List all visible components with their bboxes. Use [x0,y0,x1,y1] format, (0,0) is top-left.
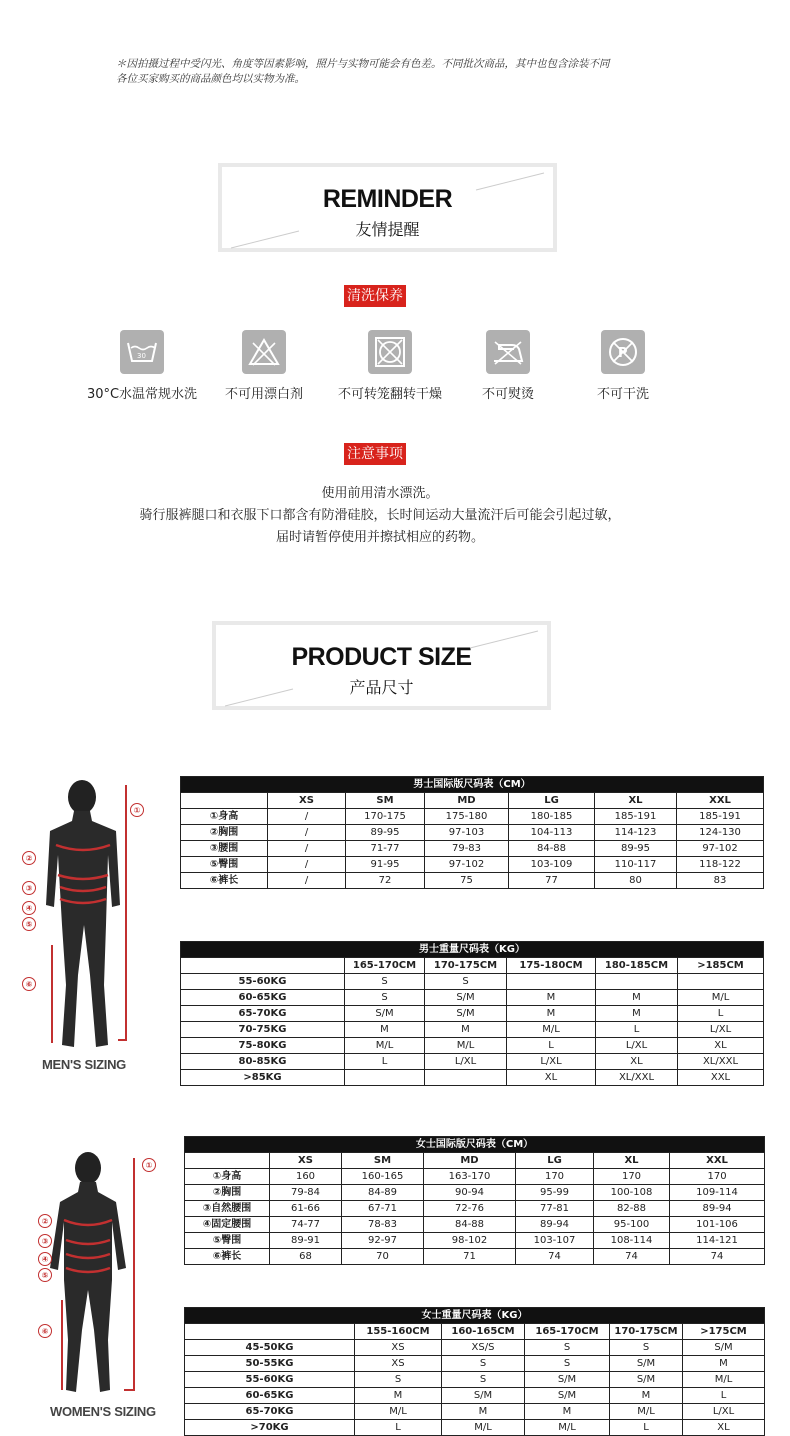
women-weight-cell: S [442,1356,525,1372]
women-weight-header-cell [185,1324,355,1340]
men-intl-cell: / [268,873,346,889]
men-weight-row-label: 70-75KG [181,1022,345,1038]
women-intl-cell: 74 [516,1249,594,1265]
men-intl-cell: 80 [595,873,677,889]
men-intl-title: 男士国际版尺码表（CM） [181,777,764,793]
w-marker-1: ① [142,1158,156,1172]
no-tumble-dry-icon [368,330,412,374]
women-weight-row [185,1420,765,1436]
women-intl-row-label: ①身高 [185,1169,270,1185]
men-weight-cell [425,1070,507,1086]
men-weight-row-label: 55-60KG [181,974,345,990]
women-intl-cell: 114-121 [670,1233,765,1249]
men-weight-cell: L/XL [507,1054,596,1070]
marker-3: ③ [22,881,36,895]
men-intl-cell: 77 [509,873,595,889]
men-intl-header-row [181,793,764,809]
men-weight-header-cell: 170-175CM [425,958,507,974]
women-intl-row [185,1217,765,1233]
women-weight-title-row [185,1308,765,1324]
care-label-iron: 不可熨烫 [481,387,534,402]
reminder-subtitle: 友情提醒 [355,220,420,239]
women-intl-cell: 90-94 [424,1185,516,1201]
men-intl-cell: 97-102 [425,857,509,873]
women-intl-cell: 109-114 [670,1185,765,1201]
women-weight-row-label: 60-65KG [185,1388,355,1404]
women-weight-cell: M/L [442,1420,525,1436]
women-intl-cell: 95-100 [594,1217,670,1233]
care-item-iron [448,330,568,402]
no-dry-clean-icon [601,330,645,374]
women-intl-cell: 72-76 [424,1201,516,1217]
women-intl-header-row [185,1153,765,1169]
women-weight-cell: XS/S [442,1340,525,1356]
men-intl-row-label: ⑤臀围 [181,857,268,873]
men-intl-cell: 97-102 [677,841,764,857]
men-intl-cell: 114-123 [595,825,677,841]
women-weight-cell: M [442,1404,525,1420]
women-intl-row-label: ⑤臀围 [185,1233,270,1249]
men-weight-cell: XL [596,1054,678,1070]
men-weight-cell: XL [678,1038,764,1054]
women-intl-cell: 160-165 [342,1169,424,1185]
men-weight-header-row [181,958,764,974]
men-intl-header-cell: MD [425,793,509,809]
women-intl-row [185,1185,765,1201]
men-intl-header-cell: SM [346,793,425,809]
women-sizing-label: WOMEN'S SIZING [50,1404,156,1419]
men-weight-cell: S [345,990,425,1006]
product-size-title-box [212,621,551,710]
men-intl-cell: 103-109 [509,857,595,873]
notice-text [0,483,760,549]
men-intl-cell: 72 [346,873,425,889]
men-intl-header-cell: XXL [677,793,764,809]
women-weight-row [185,1404,765,1420]
women-intl-row-label: ②胸围 [185,1185,270,1201]
women-weight-cell: M [525,1404,610,1420]
product-size-title: PRODUCT SIZE [291,643,472,671]
women-weight-header-cell: 165-170CM [525,1324,610,1340]
care-tag: 清洗保养 [344,285,406,307]
men-weight-row [181,990,764,1006]
marker-6: ⑥ [22,977,36,991]
no-bleach-icon [242,330,286,374]
men-weight-cell: XL/XXL [678,1054,764,1070]
women-intl-row-label: ⑥裤长 [185,1249,270,1265]
men-intl-cell: 89-95 [595,841,677,857]
men-intl-row [181,857,764,873]
women-intl-cell: 108-114 [594,1233,670,1249]
women-weight-cell: L [355,1420,442,1436]
men-weight-cell: M/L [345,1038,425,1054]
w-marker-2: ② [38,1214,52,1228]
marker-4: ④ [22,901,36,915]
men-intl-header-cell: XS [268,793,346,809]
men-intl-cell: 170-175 [346,809,425,825]
men-intl-header-cell: LG [509,793,595,809]
women-weight-cell: S [355,1372,442,1388]
women-weight-cell: M/L [525,1420,610,1436]
men-intl-cell: / [268,841,346,857]
women-intl-row [185,1233,765,1249]
women-weight-cell: XL [683,1420,765,1436]
men-weight-cell [345,1070,425,1086]
men-weight-row-label: >85KG [181,1070,345,1086]
men-weight-header-cell: 175-180CM [507,958,596,974]
men-intl-cell: 175-180 [425,809,509,825]
women-intl-cell: 61-66 [270,1201,342,1217]
women-weight-cell: S/M [683,1340,765,1356]
w-marker-3: ③ [38,1234,52,1248]
women-weight-cell: XS [355,1340,442,1356]
men-intl-title-row [181,777,764,793]
men-weight-cell: S/M [425,990,507,1006]
women-intl-table [184,1136,765,1265]
men-weight-cell: S/M [345,1006,425,1022]
women-intl-cell: 79-84 [270,1185,342,1201]
women-intl-row [185,1169,765,1185]
men-weight-cell: M [507,1006,596,1022]
men-weight-header-cell: >185CM [678,958,764,974]
men-intl-cell: / [268,825,346,841]
women-intl-cell: 163-170 [424,1169,516,1185]
men-intl-cell: 97-103 [425,825,509,841]
men-intl-cell: 185-191 [677,809,764,825]
women-weight-cell: S/M [610,1356,683,1372]
men-intl-row [181,873,764,889]
marker-2: ② [22,851,36,865]
marker-5: ⑤ [22,917,36,931]
women-weight-row-label: >70KG [185,1420,355,1436]
w-marker-6: ⑥ [38,1324,52,1338]
men-intl-cell: 83 [677,873,764,889]
women-intl-header-cell: XS [270,1153,342,1169]
men-weight-cell: M/L [425,1038,507,1054]
men-weight-cell: L/XL [596,1038,678,1054]
women-weight-header-cell: 155-160CM [355,1324,442,1340]
women-weight-title: 女士重量尺码表（KG） [185,1308,765,1324]
women-intl-cell: 77-81 [516,1201,594,1217]
women-weight-cell: S [610,1340,683,1356]
women-weight-cell: L/XL [683,1404,765,1420]
women-weight-cell: M/L [610,1404,683,1420]
disclaimer-note [116,57,610,87]
women-weight-cell: S [525,1340,610,1356]
women-intl-cell: 71 [424,1249,516,1265]
men-intl-cell: 110-117 [595,857,677,873]
care-item-wash [82,330,202,402]
men-weight-cell: S [345,974,425,990]
care-item-bleach [204,330,324,402]
women-intl-header-cell: XL [594,1153,670,1169]
men-intl-header-cell: XL [595,793,677,809]
men-figure [20,775,170,1075]
women-weight-cell: S [525,1356,610,1372]
women-weight-row [185,1340,765,1356]
women-intl-cell: 78-83 [342,1217,424,1233]
men-intl-row-label: ⑥裤长 [181,873,268,889]
care-label-dryclean: 不可干洗 [596,387,649,402]
men-weight-row [181,1054,764,1070]
men-weight-row-label: 65-70KG [181,1006,345,1022]
men-weight-cell [596,974,678,990]
men-intl-cell: 185-191 [595,809,677,825]
women-intl-header-cell: XXL [670,1153,765,1169]
men-intl-cell: 71-77 [346,841,425,857]
women-intl-header-cell: LG [516,1153,594,1169]
men-weight-row-label: 60-65KG [181,990,345,1006]
women-weight-cell: M/L [683,1372,765,1388]
women-weight-row [185,1388,765,1404]
men-intl-cell: 118-122 [677,857,764,873]
men-weight-cell: M/L [678,990,764,1006]
men-weight-cell: M [507,990,596,1006]
men-weight-cell: L [678,1006,764,1022]
women-intl-row-label: ④固定腰围 [185,1217,270,1233]
women-weight-cell: S/M [610,1372,683,1388]
men-intl-cell: / [268,809,346,825]
women-intl-header-cell: SM [342,1153,424,1169]
women-weight-row-label: 55-60KG [185,1372,355,1388]
women-intl-cell: 89-94 [670,1201,765,1217]
men-intl-cell: 124-130 [677,825,764,841]
women-weight-cell: S [442,1372,525,1388]
men-intl-row [181,841,764,857]
svg-text:P: P [618,346,628,361]
women-weight-cell: L [683,1388,765,1404]
notice-line-2: 骑行服裤腿口和衣服下口都含有防滑硅胶，长时间运动大量流汗后可能会引起过敏， [139,508,621,523]
men-weight-cell: L/XL [678,1022,764,1038]
women-intl-header-cell [185,1153,270,1169]
women-intl-cell: 89-91 [270,1233,342,1249]
women-intl-cell: 70 [342,1249,424,1265]
men-weight-cell: M [425,1022,507,1038]
women-intl-row [185,1249,765,1265]
men-intl-cell: 89-95 [346,825,425,841]
care-item-dryclean [563,330,683,402]
men-weight-row-label: 80-85KG [181,1054,345,1070]
men-weight-row [181,1006,764,1022]
women-intl-header-cell: MD [424,1153,516,1169]
women-intl-row-label: ③自然腰围 [185,1201,270,1217]
men-intl-cell: 79-83 [425,841,509,857]
women-weight-cell: L [610,1420,683,1436]
women-intl-cell: 101-106 [670,1217,765,1233]
women-weight-cell: S/M [525,1388,610,1404]
disclaimer-line-2: 各位买家购买的商品颜色均以实物为准。 [116,73,305,85]
women-intl-cell: 170 [516,1169,594,1185]
svg-text:30: 30 [137,352,146,360]
women-weight-header-cell: 160-165CM [442,1324,525,1340]
women-intl-title: 女士国际版尺码表（CM） [185,1137,765,1153]
notice-line-1: 使用前用清水漂洗。 [321,486,439,501]
men-intl-table [180,776,764,889]
men-weight-cell: S/M [425,1006,507,1022]
women-intl-title-row [185,1137,765,1153]
women-intl-cell: 82-88 [594,1201,670,1217]
men-weight-cell: XXL [678,1070,764,1086]
care-label-bleach: 不可用漂白剂 [224,387,303,402]
women-weight-cell: M [683,1356,765,1372]
men-weight-cell [507,974,596,990]
women-weight-cell: M [355,1388,442,1404]
men-weight-cell: M/L [507,1022,596,1038]
women-figure [28,1150,178,1426]
women-weight-table [184,1307,765,1436]
care-label-tumble: 不可转笼翻转干燥 [337,387,442,402]
women-intl-cell: 98-102 [424,1233,516,1249]
men-intl-cell: 91-95 [346,857,425,873]
women-weight-row-label: 50-55KG [185,1356,355,1372]
women-intl-cell: 89-94 [516,1217,594,1233]
men-intl-row [181,825,764,841]
men-weight-cell: L/XL [425,1054,507,1070]
men-weight-cell: L [345,1054,425,1070]
women-weight-row [185,1372,765,1388]
women-intl-cell: 74 [670,1249,765,1265]
women-weight-cell: S/M [525,1372,610,1388]
men-weight-header-cell [181,958,345,974]
women-intl-cell: 74-77 [270,1217,342,1233]
women-intl-cell: 170 [670,1169,765,1185]
men-intl-cell: 75 [425,873,509,889]
women-intl-cell: 68 [270,1249,342,1265]
care-item-tumble [330,330,450,402]
women-intl-cell: 100-108 [594,1185,670,1201]
men-weight-cell: XL [507,1070,596,1086]
men-weight-cell: M [596,990,678,1006]
women-weight-header-cell: >175CM [683,1324,765,1340]
men-weight-row [181,1022,764,1038]
men-weight-cell: S [425,974,507,990]
women-intl-cell: 84-89 [342,1185,424,1201]
men-weight-cell: XL/XXL [596,1070,678,1086]
women-weight-header-cell: 170-175CM [610,1324,683,1340]
men-weight-cell: L [507,1038,596,1054]
men-weight-title: 男士重量尺码表（KG） [181,942,764,958]
men-intl-row-label: ②胸围 [181,825,268,841]
men-weight-row [181,1070,764,1086]
men-intl-header-cell [181,793,268,809]
men-weight-row-label: 75-80KG [181,1038,345,1054]
marker-1: ① [130,803,144,817]
men-weight-title-row [181,942,764,958]
men-weight-header-cell: 180-185CM [596,958,678,974]
women-intl-cell: 170 [594,1169,670,1185]
disclaimer-line-1: ＊因拍摄过程中受闪光、角度等因素影响，照片与实物可能会有色差。不同批次商品，其中也包含涂装不同 [116,58,610,70]
w-marker-5: ⑤ [38,1268,52,1282]
women-intl-cell: 67-71 [342,1201,424,1217]
w-marker-4: ④ [38,1252,52,1266]
women-intl-cell: 103-107 [516,1233,594,1249]
women-weight-row-label: 45-50KG [185,1340,355,1356]
women-weight-row [185,1356,765,1372]
men-intl-cell: 104-113 [509,825,595,841]
men-weight-header-cell: 165-170CM [345,958,425,974]
wash-30-icon [120,330,164,374]
women-weight-cell: S/M [442,1388,525,1404]
men-sizing-label: MEN'S SIZING [42,1057,126,1072]
no-iron-icon [486,330,530,374]
notice-tag: 注意事项 [344,443,406,465]
men-silhouette-image [20,775,170,1055]
women-intl-cell: 92-97 [342,1233,424,1249]
reminder-title: REMINDER [322,185,453,213]
women-intl-cell: 74 [594,1249,670,1265]
women-intl-cell: 84-88 [424,1217,516,1233]
care-label-wash: 30°C水温常规水洗 [86,387,198,402]
women-weight-cell: XS [355,1356,442,1372]
women-weight-row-label: 65-70KG [185,1404,355,1420]
reminder-title-box [218,163,557,252]
men-intl-cell: 180-185 [509,809,595,825]
women-weight-header-row [185,1324,765,1340]
men-weight-row [181,1038,764,1054]
men-weight-cell: M [596,1006,678,1022]
men-weight-cell [678,974,764,990]
men-intl-row [181,809,764,825]
women-intl-cell: 95-99 [516,1185,594,1201]
men-weight-table [180,941,764,1086]
women-intl-row [185,1201,765,1217]
men-intl-cell: 84-88 [509,841,595,857]
women-weight-cell: M [610,1388,683,1404]
men-intl-cell: / [268,857,346,873]
men-weight-cell: M [345,1022,425,1038]
product-size-subtitle: 产品尺寸 [349,678,414,697]
women-weight-cell: M/L [355,1404,442,1420]
men-weight-cell: L [596,1022,678,1038]
notice-line-3: 届时请暂停使用并擦拭相应的药物。 [275,530,484,545]
women-intl-cell: 160 [270,1169,342,1185]
men-weight-row [181,974,764,990]
men-intl-row-label: ③腰围 [181,841,268,857]
men-intl-row-label: ①身高 [181,809,268,825]
